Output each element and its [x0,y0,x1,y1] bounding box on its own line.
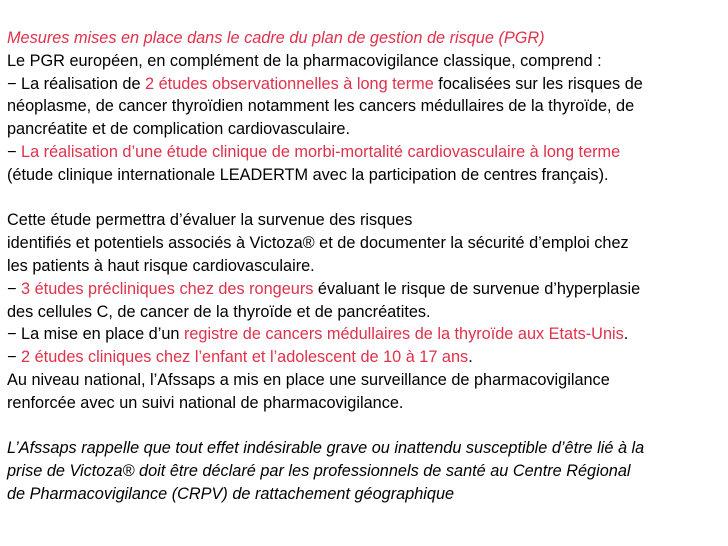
text-segment: − La mise en place d’un [7,325,184,344]
text-line: néoplasme, de cancer thyroïdien notamment les cancers médullaires de la thyroïde, de [7,97,635,116]
text-line: des cellules C, de cancer de la thyroïde et de pancréatites. [7,302,431,321]
bullet-observational-studies [7,73,723,96]
text-segment: . [623,325,629,344]
text-segment: − [7,142,22,161]
paragraph-spacer [7,415,723,438]
pgr-intro-line: Le PGR européen, en complément de la pharmacovigilance classique, comprend : [7,51,602,70]
closing-note-line: de Pharmacovigilance (CRPV) de rattachement géographique [7,484,455,503]
text-segment: − [7,348,22,367]
bullet-preclinical-studies [7,278,723,301]
section-title: Mesures mises en place dans le cadre du plan de gestion de risque (PGR) [7,29,545,47]
text-line: identifiés et potentiels associés à Victoza® et de documenter la sécurité d’emploi chez [7,234,629,253]
text-line: Cette étude permettra d’évaluer la survenue des risques [7,211,413,230]
slide-body [7,27,723,506]
text-segment: focalisées sur les risques de [433,74,643,93]
text-line: Au niveau national, l’Afssaps a mis en place une surveillance de pharmacovigilance [7,370,610,389]
highlight-clinical-study: La réalisation d’une étude clinique de morbi-mortalité cardiovasculaire à long terme [21,142,621,161]
highlight-observational-studies: 2 études observationnelles à long terme [145,74,434,93]
closing-note-line: L’Afssaps rappelle que tout effet indésirable grave ou inattendu susceptible d’être lié à la [7,439,645,458]
closing-note-line: prise de Victoza® doit être déclaré par les professionnels de santé au Centre Régional [7,462,631,481]
bullet-clinical-study [7,141,723,164]
text-line: (étude clinique internationale LEADERTM avec la participation de centres français). [7,165,609,184]
highlight-preclinical-studies: 3 études précliniques chez des rongeurs [21,279,314,298]
text-line: renforcée avec un suivi national de pharmacovigilance. [7,393,404,412]
text-segment: − La réalisation de [7,74,146,93]
bullet-pediatric-studies [7,346,723,369]
highlight-registry: registre de cancers médullaires de la thyroïde aux Etats-Unis [183,325,624,344]
text-line: les patients à haut risque cardiovasculaire. [7,256,315,275]
text-segment: . [468,348,473,367]
paragraph-spacer [7,187,723,210]
text-segment: − [7,279,22,298]
text-line: pancréatite et de complication cardiovasculaire. [7,120,350,139]
bullet-registry [7,323,723,346]
highlight-pediatric-studies: 2 études cliniques chez l’enfant et l’adolescent de 10 à 17 ans [21,348,469,367]
text-segment: évaluant le risque de survenue d’hyperplasie [313,279,641,298]
